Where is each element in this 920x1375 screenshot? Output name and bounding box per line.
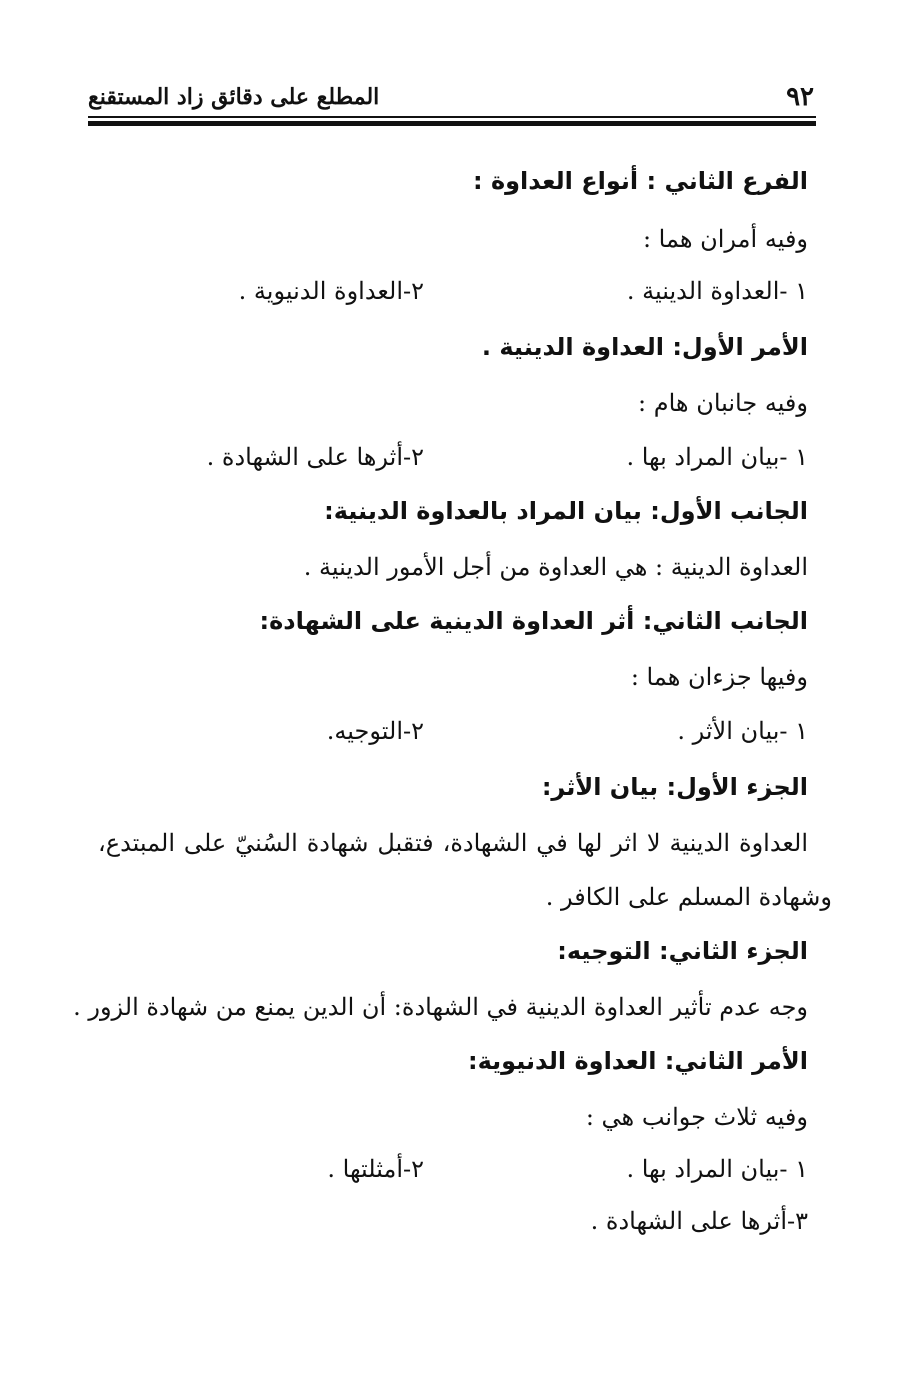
paragraph-line: وفيه أمران هما : [642,225,808,253]
list-item: ١ -بيان الأثر . [677,717,808,745]
subsection-heading: الجزء الأول: بيان الأثر: [541,773,808,801]
subsection-heading: الجزء الثاني: التوجيه: [557,937,808,965]
list-item: ١ -بيان المراد بها . [626,443,808,471]
paragraph-line: العداوة الدينية لا اثر لها في الشهادة، فتقبل شهادة السُنيّ على المبتدع، [98,829,808,857]
paragraph-line: العداوة الدينية : هي العداوة من أجل الأمور الدينية . [303,553,808,581]
header-rule-thick [88,121,816,126]
list-item: ١ -العداوة الدينية . [626,277,808,305]
list-item: ٢-العداوة الدنيوية . [238,277,424,305]
subsection-heading: الأمر الثاني: العداوة الدنيوية: [468,1047,808,1075]
paragraph-line: وفيه ثلاث جوانب هي : [585,1103,808,1131]
running-header [88,80,814,114]
subsection-heading: الجانب الأول: بيان المراد بالعداوة الدينية: [324,497,808,525]
header-rule-thin [88,116,816,118]
list-item: ٢-التوجيه. [326,717,424,745]
paragraph-line: وفيه جانبان هام : [638,389,808,417]
section-heading: الفرع الثاني : أنواع العداوة : [472,167,808,195]
list-item: ١ -بيان المراد بها . [626,1155,808,1183]
paragraph-line: وفيها جزءان هما : [630,663,808,691]
subsection-heading: الجانب الثاني: أثر العداوة الدينية على الشهادة: [259,607,808,635]
list-item: ٢-أثرها على الشهادة . [206,443,424,471]
book-title: المطلع على دقائق زاد المستقنع [88,84,380,110]
paragraph-line: وجه عدم تأثير العداوة الدينية في الشهادة: أن الدين يمنع من شهادة الزور . [73,993,808,1021]
subsection-heading: الأمر الأول: العداوة الدينية . [481,333,808,361]
list-item: ٢-أمثلتها . [327,1155,424,1183]
page-number: ٩٢ [786,82,814,112]
list-item: ٣-أثرها على الشهادة . [590,1207,808,1235]
paragraph-line: وشهادة المسلم على الكافر . [545,883,832,911]
